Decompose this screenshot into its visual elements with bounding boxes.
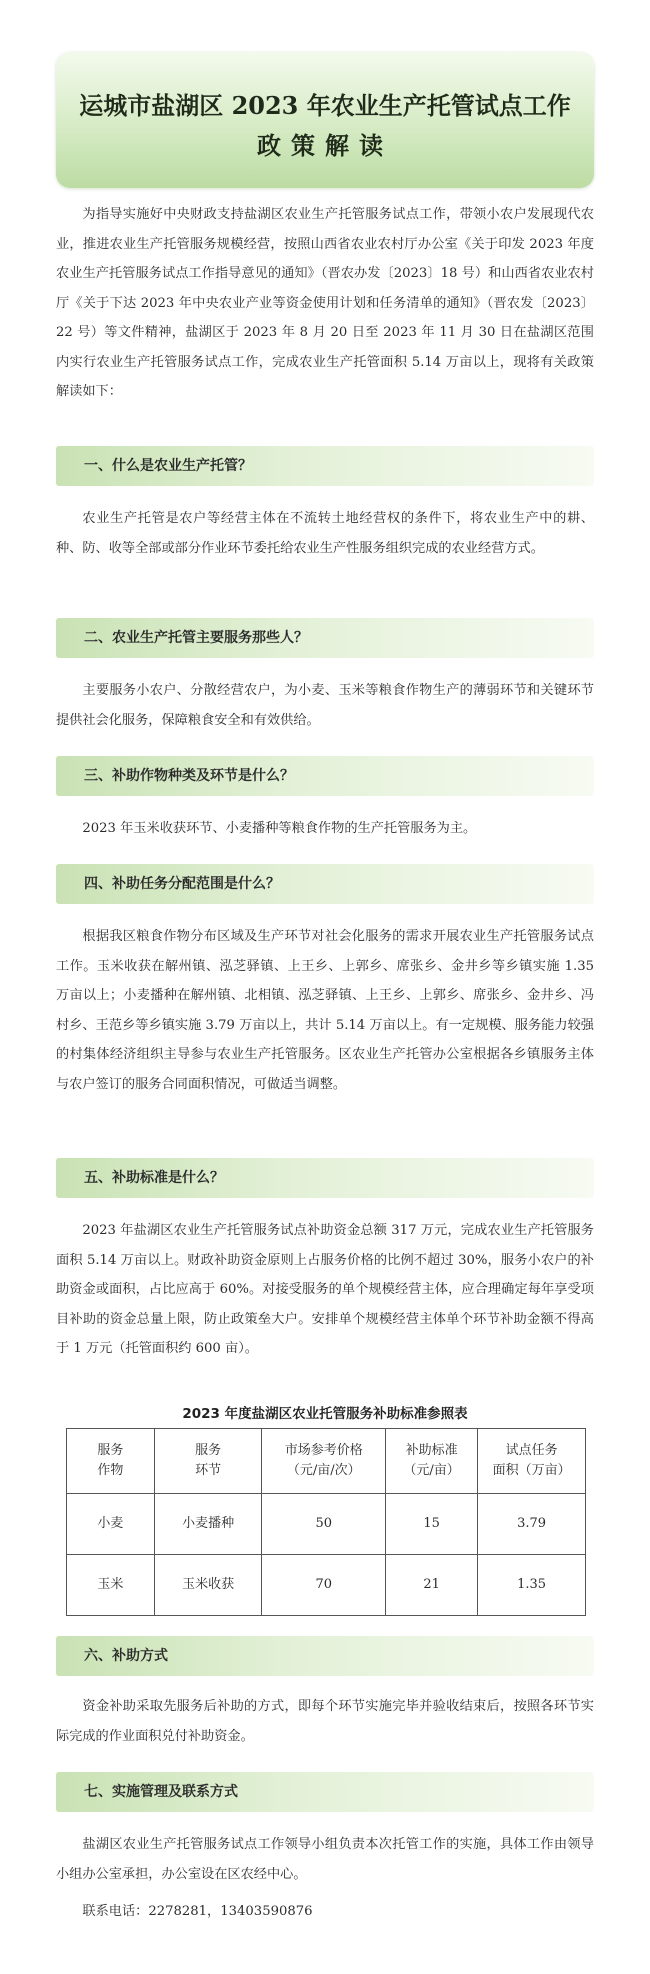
section-text-2: 主要服务小农户、分散经营农户，为小麦、玉米等粮食作物生产的薄弱环节和关键环节提供社会化服务，保障粮食安全和有效供给。 xyxy=(56,683,594,728)
table-header-row xyxy=(67,1429,586,1494)
table-cell: 玉米收获 xyxy=(154,1555,262,1616)
section-heading-4: 四、补助任务分配范围是什么？ xyxy=(56,864,594,904)
page-title-line-1: 运城市盐湖区 2023 年农业生产托管试点工作 xyxy=(79,91,571,120)
intro-paragraph: 为指导实施好中央财政支持盐湖区农业生产托管服务试点工作，带领小农户发展现代农业，推进农业生产托管服务规模经营，按照山西省农业农村厅办公室《关于印发 2023 年度农业生产托管服务试点工作指导意见的通知》（晋农办发〔2023〕18 号）和山西省农业农村厅《关于下达 2023 年中央农业产业等资金使用计划和任务清单的通知》（晋农发〔2023〕22 号）等文件精神，盐湖区于 2023 年 8 月 20 日至 2023 年 11 月 30 日在盐湖区范围内实行农业生产托管服务试点工作，完成农业生产托管面积 5.14 万亩以上，现将有关政策解读如下： xyxy=(56,207,594,399)
section-text-7: 盐湖区农业生产托管服务试点工作领导小组负责本次托管工作的实施，具体工作由领导小组办公室承担，办公室设在区农经中心。 xyxy=(56,1837,594,1882)
table-row xyxy=(67,1555,586,1616)
section-text-1: 农业生产托管是农户等经营主体在不流转土地经营权的条件下，将农业生产中的耕、种、防、收等全部或部分作业环节委托给农业生产性服务组织完成的农业经营方式。 xyxy=(56,511,594,556)
section-text-3: 2023 年玉米收获环节、小麦播种等粮食作物的生产托管服务为主。 xyxy=(82,821,477,836)
table-cell: 3.79 xyxy=(478,1494,586,1555)
subsidy-table xyxy=(66,1428,586,1616)
table-header-cell: 服务 作物 xyxy=(67,1429,155,1494)
page-title-line-2: 政策解读 xyxy=(257,131,393,160)
section-text-6: 资金补助采取先服务后补助的方式，即每个环节实施完毕并验收结束后，按照各环节实际完成的作业面积兑付补助资金。 xyxy=(56,1699,594,1744)
title-banner xyxy=(56,52,594,188)
section-text-5: 2023 年盐湖区农业生产托管服务试点补助资金总额 317 万元，完成农业生产托管服务面积 5.14 万亩以上。财政补助资金原则上占服务价格的比例不超过 30%，服务小农户的补助资金或面积，占比应高于 60%。对接受服务的单个规模经营主体，应合理确定每年享受项目补助的资金总量上限，防止政策垒大户。安排单个规模经营主体单个环节补助金额不得高于 1 万元（托管面积约 600 亩）。 xyxy=(56,1223,594,1356)
table-cell: 玉米 xyxy=(67,1555,155,1616)
table-header-cell: 试点任务 面积（万亩） xyxy=(478,1429,586,1494)
section-heading-3: 三、补助作物种类及环节是什么？ xyxy=(56,756,594,796)
table-header-cell: 市场参考价格 （元/亩/次） xyxy=(262,1429,386,1494)
table-cell: 小麦播种 xyxy=(154,1494,262,1555)
section-heading-7: 七、实施管理及联系方式 xyxy=(56,1772,594,1812)
table-header-cell: 补助标准 （元/亩） xyxy=(386,1429,478,1494)
section-heading-5: 五、补助标准是什么？ xyxy=(56,1158,594,1198)
table-cell: 1.35 xyxy=(478,1555,586,1616)
section-heading-1: 一、什么是农业生产托管？ xyxy=(56,446,594,486)
subsidy-table-title: 2023 年度盐湖区农业托管服务补助标准参照表 xyxy=(182,1406,468,1422)
table-cell: 70 xyxy=(262,1555,386,1616)
section-heading-6: 六、补助方式 xyxy=(56,1636,594,1676)
table-cell: 小麦 xyxy=(67,1494,155,1555)
table-cell: 15 xyxy=(386,1494,478,1555)
table-cell: 50 xyxy=(262,1494,386,1555)
table-row xyxy=(67,1494,586,1555)
table-header-cell: 服务 环节 xyxy=(154,1429,262,1494)
table-cell: 21 xyxy=(386,1555,478,1616)
section-text-4: 根据我区粮食作物分布区域及生产环节对社会化服务的需求开展农业生产托管服务试点工作。玉米收获在解州镇、泓芝驿镇、上王乡、上郭乡、席张乡、金井乡等乡镇实施 1.35 万亩以上；小麦播种在解州镇、北相镇、泓芝驿镇、上王乡、上郭乡、席张乡、金井乡、冯村乡、王范乡等乡镇实施 3.79 万亩以上，共计 5.14 万亩以上。有一定规模、服务能力较强的村集体经济组织主导参与农业生产托管服务。区农业生产托管办公室根据各乡镇服务主体与农户签订的服务合同面积情况，可做适当调整。 xyxy=(56,929,594,1092)
contact-phone: 联系电话：2278281，13403590876 xyxy=(82,1904,313,1919)
section-heading-2: 二、农业生产托管主要服务那些人？ xyxy=(56,618,594,658)
